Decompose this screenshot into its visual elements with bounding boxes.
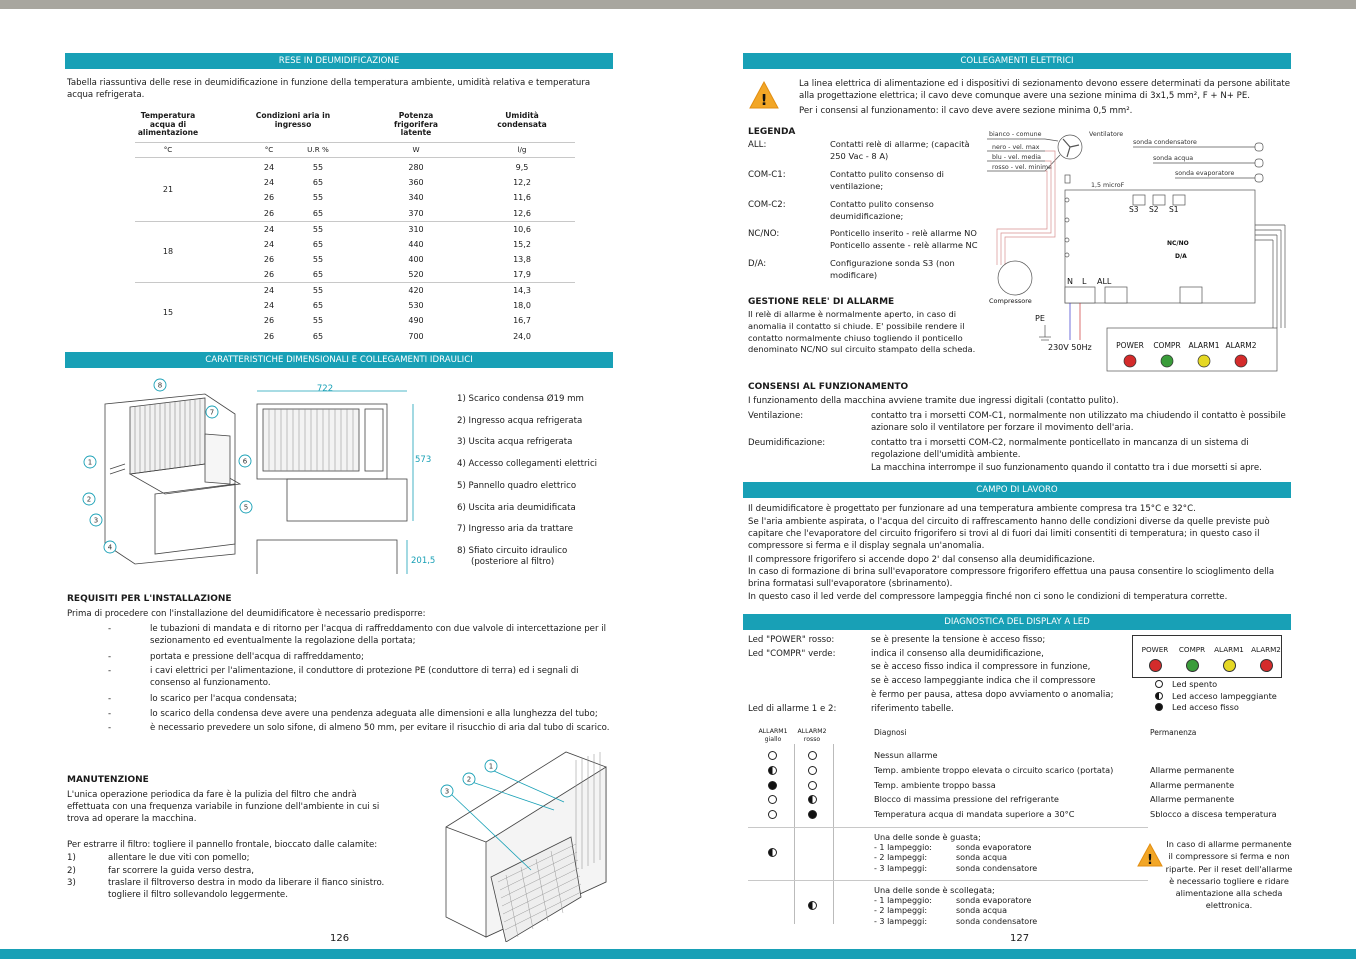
table-unit-0: °C — [163, 145, 173, 154]
gestione-text: Il relè di allarme è normalmente aperto, in caso di anomalia il contatto si chiude. E' possibile rendere il contatto normalmente chiuso togliendo il ponticello denominato NC/NO sul circuito stampato della scheda. — [748, 309, 976, 355]
step-number: 3) — [67, 878, 76, 888]
permanence-text: Allarme permanente — [1150, 764, 1235, 775]
reset-note: In caso di allarme permanente il compressore si ferma e non riparte. Per il reset dell'allarme è necessario togliere e ridare alimentazione alla scheda elettronica. — [1165, 839, 1293, 911]
campo-line: In caso di formazione di brina sull'evaporatore compressore frigorifero effettua una pausa consentire lo scioglimento della brina formatasi sull'evaporatore (sbrinamento). — [748, 567, 1275, 590]
table-cell: 490 — [408, 316, 424, 326]
diagnosis-text: Temp. ambiente troppo bassa — [874, 779, 996, 790]
filter-removal-drawing — [436, 742, 616, 942]
sonde-title: Una delle sonde è scollegata; — [874, 885, 995, 895]
sonde-state — [808, 901, 817, 910]
table-rule-top — [135, 142, 575, 143]
led-compr — [1161, 355, 1173, 367]
wiring-diagram — [985, 125, 1295, 375]
dimension-item: 5) Pannello quadro elettrico — [457, 480, 577, 491]
table-cell: 15,2 — [513, 239, 531, 249]
manutenzione-p2: Per estrarre il filtro: togliere il pannello frontale, bioccato dalle calamite: — [67, 840, 378, 850]
table-cell: 55 — [312, 316, 324, 326]
requisiti-item: i cavi elettrici per l'alimentazione, il conduttore di protezione PE (conduttore di terra) ed i segnali di consenso al funzionamento. — [150, 666, 579, 689]
terminal-s1: S1 — [1169, 205, 1179, 214]
warning-icon-2 — [1136, 842, 1164, 868]
allarm2-state — [808, 781, 817, 790]
legenda-value: Contatto pulito consenso deumidificazione; — [830, 199, 934, 221]
allarm2-state — [808, 751, 817, 760]
warning-text-2: Per i consensi al funzionamento: il cavo deve avere sezione minima 0,5 mm². — [799, 106, 1133, 116]
pe-label: PE — [1035, 314, 1045, 323]
requisiti-dash: - — [108, 624, 112, 634]
step-number: 2) — [67, 866, 76, 876]
legend-label: Led acceso lampeggiante — [1172, 690, 1277, 701]
group-temp-2: 15 — [162, 308, 174, 317]
callout-number: 6 — [242, 457, 248, 466]
dimension-item: 7) Ingresso aria da trattare — [457, 524, 574, 535]
dimension-item: 4) Accesso collegamenti elettrici — [457, 459, 598, 470]
table-group-rule — [135, 221, 575, 222]
dimension-item: 3) Uscita acqua refrigerata — [457, 437, 573, 448]
table-cell: 65 — [312, 331, 324, 341]
table-unit-2: U.R % — [307, 145, 329, 154]
table-unit-3: W — [412, 145, 420, 154]
callout-number: 1 — [87, 458, 93, 467]
table-cell: 280 — [408, 163, 424, 172]
header-allarm2-color: rosso — [803, 736, 821, 743]
allarm1-state — [768, 751, 777, 760]
section-header-collegamenti: COLLEGAMENTI ELETTRICI — [743, 53, 1291, 69]
consensi-title: CONSENSI AL FUNZIONAMENTO — [748, 382, 909, 392]
legenda-title: LEGENDA — [748, 127, 796, 137]
table-cell: 360 — [408, 178, 424, 188]
led-desc-value: riferimento tabelle. — [871, 703, 954, 714]
table-cell: 13,8 — [513, 254, 531, 264]
table-group-rule — [135, 282, 575, 283]
power-all: ALL — [1097, 277, 1112, 286]
sonde-name: sonda acqua — [956, 906, 1008, 915]
led-desc-value: se è acceso fisso indica il compressore in funzione, — [871, 662, 1091, 673]
table-cell: 26 — [263, 331, 275, 341]
requisiti-dash: - — [108, 652, 112, 662]
table-cell: 65 — [312, 208, 324, 218]
table-cell: 17,9 — [513, 270, 531, 280]
diagnosis-text: Temperatura acqua di mandata superiore a 30°C — [874, 809, 1075, 820]
led-desc-value: se è acceso lampeggiante indica che il compressore — [871, 676, 1096, 687]
permanence-text: Allarme permanente — [1150, 779, 1235, 790]
compressor-label: Compressore — [989, 297, 1032, 305]
requisiti-dash: - — [108, 723, 112, 733]
sonde-name: sonda evaporatore — [956, 895, 1032, 905]
sonde-title: Una delle sonde è guasta; — [874, 832, 981, 842]
led-label-power: POWER — [1116, 341, 1144, 350]
table-cell: 340 — [408, 193, 424, 203]
diagnosis-text: Blocco di massima pressione del refrigerante — [874, 794, 1059, 805]
table-unit-4: l/g — [517, 145, 527, 154]
header-allarm1: ALLARM1 — [758, 728, 788, 735]
legenda-key: NC/NO: — [748, 229, 780, 239]
ncno-label: NC/NO — [1167, 240, 1189, 247]
wire-label-3: rosso - vel. minima — [992, 164, 1052, 171]
legend-dot-full — [1155, 703, 1163, 711]
consensi-key: Deumidificazione: — [748, 438, 826, 448]
callout-number: 8 — [157, 381, 163, 390]
led-label-alarm2: ALARM2 — [1225, 341, 1257, 350]
led-desc-key: Led "POWER" rosso: — [748, 635, 835, 645]
table-vline — [833, 744, 834, 924]
dimension-item: (posteriore al filtro) — [471, 557, 555, 567]
table-cell: 16,7 — [513, 316, 531, 326]
table-cell: 55 — [312, 224, 324, 234]
step-text: far scorrere la guida verso destra, — [108, 866, 255, 876]
led-desc-value: se è presente la tensione è acceso fisso; — [871, 635, 1046, 645]
table-cell: 24 — [263, 301, 275, 311]
header-allarm2: ALLARM2 — [797, 728, 827, 735]
table-cell: 26 — [263, 270, 275, 280]
warning-text: La linea elettrica di alimentazione ed i dispositivi di sezionamento devono essere determinati da persone abilitate alla progettazione elettrica; il cavo deve comunque avere una sezione minima di 3x1,5 mm², F + N+ PE. — [799, 79, 1291, 102]
allarm2-state — [808, 810, 817, 819]
led-desc-value: indica il consenso alla deumidificazione, — [871, 648, 1044, 659]
table-cell: 55 — [312, 286, 324, 295]
campo-line: Il compressore frigorifero si accende dopo 2' dal consenso alla deumidificazione. — [748, 555, 1095, 565]
table-cell: 26 — [263, 316, 275, 326]
table-cell: 370 — [408, 208, 424, 218]
consensi-value: contatto tra i morsetti COM-C1, normalmente non utilizzato ma chiudendo il contatto è possibile azionare solo il ventilatore per forzare il movimento dell'aria. — [871, 411, 1286, 434]
requisiti-intro: Prima di procedere con l'installazione del deumidificatore è necessario predisporre: — [67, 609, 426, 619]
allarm1-state — [768, 810, 777, 819]
section-header-campo: CAMPO DI LAVORO — [743, 482, 1291, 498]
sonde-blink: - 2 lampeggi: — [874, 853, 928, 862]
probe-label-0: sonda condensatore — [1133, 139, 1197, 146]
section-header-dimensioni: CARATTERISTICHE DIMENSIONALI E COLLEGAMENTI IDRAULICI — [65, 352, 613, 368]
consensi-intro: I funzionamento della macchina avviene tramite due ingressi digitali (contatto pulito). — [748, 396, 1119, 406]
sonde-state — [768, 848, 777, 857]
section-header-diagnostica: DIAGNOSTICA DEL DISPLAY A LED — [743, 614, 1291, 630]
sonde-blink: - 1 lampeggio: — [874, 842, 932, 852]
terminal-s3: S3 — [1129, 205, 1139, 214]
requisiti-item: lo scarico della condensa deve avere una pendenza adeguata alle dimensioni e alla lunghezza del tubo; — [150, 709, 598, 719]
legend-label: Led acceso fisso — [1172, 702, 1239, 712]
allarm2-state — [808, 766, 817, 775]
step-text: traslare il filtroverso destra in modo da liberare il fianco sinistro. togliere il filtro sollevandolo leggermente. — [108, 878, 385, 901]
table-cell: 530 — [408, 301, 424, 311]
page-number-left: 126 — [330, 933, 350, 944]
table-rule — [748, 827, 1148, 828]
allarm1-state — [768, 781, 777, 790]
consensi-value: contatto tra i morsetti COM-C2, normalmente ponticellato in mancanza di un sistema di regolazione dell'umidità ambiente. — [871, 438, 1249, 461]
header-permanenza: Permanenza — [1150, 728, 1197, 737]
dim-height: 573 — [415, 455, 432, 465]
table-rule-units — [135, 157, 575, 158]
capacitor-label: 1,5 microF — [1091, 182, 1125, 189]
probe-label-1: sonda acqua — [1153, 155, 1194, 162]
diagnosis-text: Nessun allarme — [874, 750, 938, 760]
power-n: N — [1067, 277, 1073, 286]
allarm1-state — [768, 795, 777, 804]
table-header-2: Potenza frigorifera latente — [394, 111, 438, 138]
led-alarm2 — [1235, 355, 1247, 367]
page-number-right: 127 — [1010, 933, 1030, 944]
ventilatore-label: Ventilatore — [1089, 131, 1124, 138]
requisiti-dash: - — [108, 709, 112, 719]
consensi-key: Ventilazione: — [748, 411, 804, 421]
probe-label-2: sonda evaporatore — [1175, 170, 1235, 177]
callout-number: 2 — [86, 495, 92, 504]
table-cell: 26 — [263, 193, 275, 203]
table-cell: 24 — [263, 163, 275, 172]
table-cell: 400 — [408, 254, 424, 264]
led-desc-value: è fermo per pausa, attesa dopo avviamento o anomalia; — [871, 689, 1114, 700]
legenda-value: Contatti relè di allarme; (capacità 250 Vac - 8 A) — [830, 139, 970, 161]
requisiti-item: le tubazioni di mandata e di ritorno per l'acqua di raffreddamento con due valvole di intercettazione per il sezionamento ed eventualmente la regolazione della portata; — [150, 624, 606, 647]
legenda-key: COM-C2: — [748, 200, 786, 210]
table-cell: 65 — [312, 178, 324, 188]
legend-dot-off — [1155, 680, 1163, 688]
svg-text:!: ! — [760, 91, 768, 109]
unit-dimension-drawing — [75, 374, 445, 574]
sonde-name: sonda condensatore — [956, 916, 1038, 926]
table-cell: 12,6 — [513, 208, 531, 218]
sonde-blink: - 1 lampeggio: — [874, 895, 932, 905]
section-header-rese: RESE IN DEUMIDIFICAZIONE — [65, 53, 613, 69]
legenda-key: ALL: — [748, 140, 767, 150]
table-cell: 12,2 — [513, 178, 531, 188]
table-header-1: Condizioni aria in ingresso — [255, 111, 331, 129]
sonde-blink: - 3 lampeggi: — [874, 916, 928, 926]
group-temp-0: 21 — [162, 185, 174, 194]
requisiti-item: portata e pressione dell'acqua di raffreddamento; — [150, 652, 364, 662]
legenda-key: D/A: — [748, 259, 767, 269]
dimension-item: 6) Uscita aria deumidificata — [457, 502, 576, 513]
table-unit-1: °C — [264, 145, 274, 154]
table-cell: 520 — [408, 270, 424, 280]
table-cell: 55 — [312, 163, 324, 172]
sonde-blink: - 3 lampeggi: — [874, 863, 928, 873]
top-bar — [0, 0, 1356, 9]
panel-led-label: COMPR — [1178, 645, 1206, 654]
panel-led — [1149, 659, 1162, 672]
allarm1-state — [768, 766, 777, 775]
header-allarm1-color: giallo — [764, 736, 782, 743]
panel-led-label: ALARM1 — [1214, 645, 1244, 654]
campo-line: Il deumidificatore è progettato per funzionare ad una temperatura ambiente compresa tra 15°C e 32°C. — [748, 504, 1196, 514]
table-cell: 24 — [263, 239, 275, 249]
manutenzione-p1: L'unica operazione periodica da fare è la pulizia del filtro che andrà effettuata con una frequenza variabile in funzione dell'ambiente in cui si trova ad operare la macchina. — [67, 790, 380, 825]
power-l: L — [1082, 277, 1087, 286]
table-cell: 65 — [312, 301, 324, 311]
panel-led-label: POWER — [1141, 645, 1169, 654]
gestione-title: GESTIONE RELE' DI ALLARME — [748, 297, 895, 307]
requisiti-dash: - — [108, 694, 112, 704]
rese-intro: Tabella riassuntiva delle rese in deumidificazione in funzione della temperatura ambiente, umidità relativa e temperatura acqua refrigerata. — [67, 78, 591, 101]
led-desc-key: Led di allarme 1 e 2: — [748, 703, 837, 714]
table-cell: 24 — [263, 178, 275, 188]
group-temp-1: 18 — [162, 246, 174, 256]
table-cell: 9,5 — [515, 163, 529, 172]
table-cell: 55 — [312, 254, 324, 264]
panel-led-label: ALARM2 — [1251, 645, 1281, 654]
table-cell: 440 — [408, 239, 424, 249]
led-label-compr: COMPR — [1153, 341, 1181, 350]
step-number: 1) — [67, 853, 76, 863]
callout-number: 4 — [107, 543, 113, 552]
table-vline — [794, 744, 795, 924]
diagnosis-text: Temp. ambiente troppo elevata o circuito scarico (portata) — [874, 764, 1114, 775]
table-cell: 55 — [312, 193, 324, 203]
table-cell: 11,6 — [513, 193, 531, 203]
consensi-value: La macchina interrompe il suo funzionamento quando il contatto tra i due morsetti si apre. — [871, 463, 1262, 473]
allarm2-state — [808, 795, 817, 804]
requisiti-item: lo scarico per l'acqua condensata; — [150, 694, 298, 704]
wire-label-1: nero - vel. max — [992, 144, 1040, 151]
table-cell: 310 — [408, 224, 424, 234]
terminal-s2: S2 — [1149, 205, 1159, 214]
bottom-bar — [0, 949, 1356, 959]
table-cell: 18,0 — [513, 301, 531, 311]
led-power — [1124, 355, 1136, 367]
table-header-3: Umidità condensata — [497, 111, 547, 129]
dim-width: 722 — [316, 384, 334, 394]
table-cell: 65 — [312, 239, 324, 249]
led-label-alarm1: ALARM1 — [1188, 341, 1220, 350]
table-cell: 420 — [408, 286, 424, 295]
table-cell: 65 — [312, 270, 324, 280]
led-alarm1 — [1198, 355, 1210, 367]
legenda-value: Ponticello inserito - relè allarme NO Ponticello assente - relè allarme NC — [830, 228, 978, 250]
requisiti-dash: - — [108, 666, 112, 676]
table-cell: 24 — [263, 286, 275, 295]
sonde-name: sonda evaporatore — [956, 842, 1032, 852]
sonde-blink: - 2 lampeggi: — [874, 906, 928, 915]
step-text: allentare le due viti con pomello; — [108, 853, 250, 863]
table-cell: 14,3 — [513, 286, 531, 295]
manutenzione-title: MANUTENZIONE — [67, 775, 149, 785]
dimension-item: 1) Scarico condensa Ø19 mm — [457, 394, 584, 404]
callout-number: 3 — [444, 787, 450, 796]
campo-line: Se l'aria ambiente aspirata, o l'acqua del circuito di raffrescamento hanno delle condizioni diverse da quelle previste può capitare che l'evaporatore del circuito frigorifero si trovi al di fuori dai limiti consentiti di temperatura; in questo caso il compressore si ferma e il display segnala un'anomalia. — [748, 517, 1270, 552]
permanence-text: Sblocco a discesa temperatura — [1150, 809, 1277, 820]
sonde-name: sonda condensatore — [956, 863, 1038, 873]
supply-label: 230V 50Hz — [1048, 343, 1092, 352]
callout-number: 1 — [488, 762, 494, 771]
dimension-item: 8) Sfiato circuito idraulico — [457, 545, 568, 556]
panel-led — [1186, 659, 1199, 672]
requisiti-item: è necessario prevedere un solo sifone, di almeno 50 mm, per evitare il risucchio di aria dal tubo di scarico. — [150, 723, 610, 733]
da-label: D/A — [1175, 253, 1187, 260]
table-cell: 10,6 — [513, 224, 531, 234]
svg-text:!: ! — [1147, 853, 1153, 868]
panel-led — [1260, 659, 1273, 672]
table-cell: 24,0 — [513, 331, 531, 341]
table-cell: 700 — [408, 331, 424, 341]
warning-icon — [748, 80, 780, 110]
table-header-0: Temperatura acqua di alimentazione — [137, 111, 199, 138]
sonde-name: sonda acqua — [956, 853, 1008, 862]
legenda-key: COM-C1: — [748, 170, 786, 180]
permanence-text: Allarme permanente — [1150, 794, 1235, 805]
wire-label-2: blu - vel. media — [992, 154, 1041, 161]
table-cell: 26 — [263, 208, 275, 218]
dimension-item: 2) Ingresso acqua refrigerata — [457, 415, 583, 426]
campo-line: In questo caso il led verde del compressore lampeggia finché non ci sono le condizioni di temperatura corrette. — [748, 592, 1228, 602]
wire-label-0: bianco - comune — [989, 131, 1042, 138]
callout-number: 5 — [243, 503, 249, 512]
header-diagnosi: Diagnosi — [874, 728, 907, 737]
panel-led — [1223, 659, 1236, 672]
callout-number: 7 — [209, 408, 215, 417]
legenda-value: Contatto pulito consenso di ventilazione; — [830, 169, 944, 191]
table-cell: 26 — [263, 254, 275, 264]
led-desc-key: Led "COMPR" verde: — [748, 648, 836, 659]
dim-depth: 201,5 — [411, 556, 436, 566]
legend-dot-half — [1155, 692, 1163, 700]
legend-label: Led spento — [1172, 679, 1218, 689]
table-rule — [748, 880, 1148, 881]
legenda-value: Configurazione sonda S3 (non modificare) — [830, 258, 955, 280]
requisiti-title: REQUISITI PER L'INSTALLAZIONE — [67, 594, 232, 604]
callout-number: 2 — [466, 775, 472, 784]
table-cell: 24 — [263, 224, 275, 234]
callout-number: 3 — [93, 516, 99, 525]
